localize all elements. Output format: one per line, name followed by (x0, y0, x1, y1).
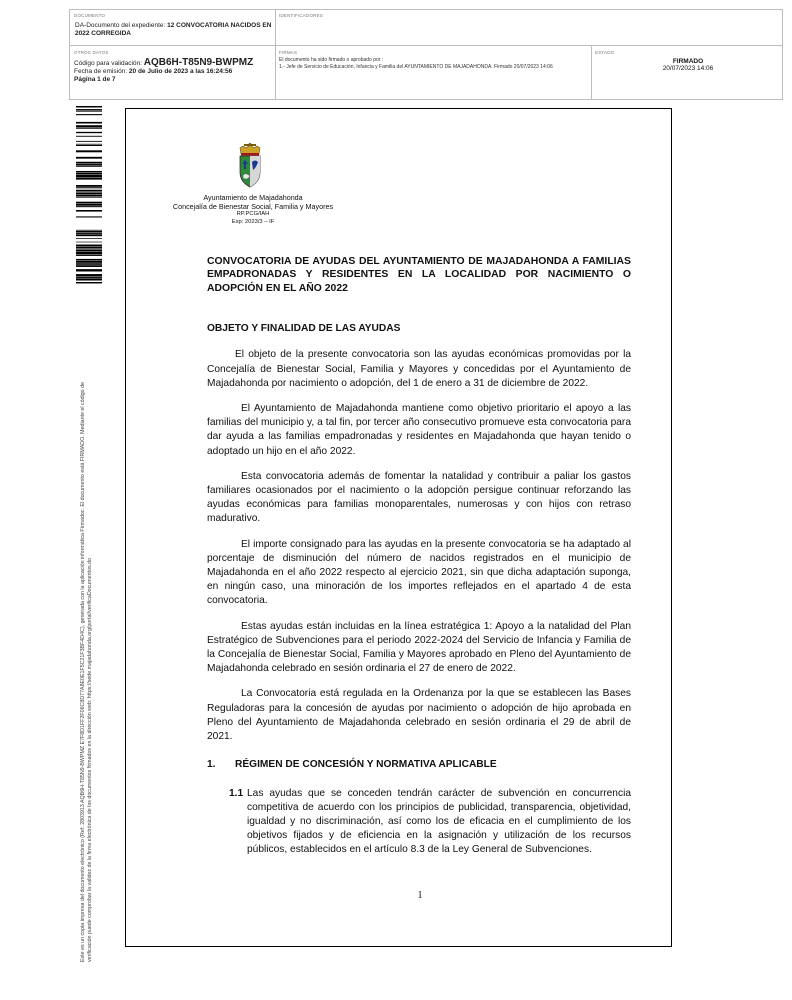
estado-label: ESTADO (595, 50, 615, 55)
codigo-value: AQB6H-T85N9-BWPMZ (143, 57, 254, 68)
verification-side-text (80, 292, 94, 962)
document-body (207, 255, 631, 858)
document-header (69, 9, 783, 100)
document-title: CONVOCATORIA DE AYUDAS DEL AYUNTAMIENTO DE MAJADAHONDA A FAMILIAS EMPADRONADAS Y RESIDENTES EN LA LOCALIDAD POR NACIMIENTO O ADOPCIÓN EN EL AÑO 2022 (207, 256, 631, 294)
section-1-number: 1. (207, 759, 216, 771)
identificadores-cell (279, 13, 323, 18)
paragraph-5: Estas ayudas están incluidas en la línea estratégica 1: Apoyo a la natalidad del Plan Estratégico de Subvenciones para el periodo 2022-2024 del Servicio de Infancia y Familia de la Concejalía de Bienestar Social, Familia y Mayores aprobado en Pleno del Ayuntamiento de Majadahonda celebrado en sesión ordinaria el 27 de enero de 2022. (207, 620, 631, 675)
subsection-1-1-number: 1.1 (229, 787, 244, 799)
section-heading: OBJETO Y FINALIDAD DE LAS AYUDAS (207, 323, 401, 335)
estado-value: FIRMADO (672, 58, 704, 65)
documento-prefix: DA-Documento del expediente: (75, 22, 168, 29)
firmas-label: FIRMAS (279, 50, 298, 55)
verification-line-1: Este es un copia impresa del documento electrónico (Ref: 2803913 AQB6H-T85N9-BWPMZ E7F8D1FF2F06C8D77A8E0E1F5C21F3BF4D4C), generada con la aplicación informática Firmadoc. El documento está FIRMADO. Mediante el código de (80, 382, 86, 962)
page-number: 1 (417, 890, 423, 901)
organization-block (150, 193, 356, 226)
verification-line-2: verificación puede comprobar la validez de la firma electrónica de los documentos firmados en la dirección web: https://sede.majadahonda.org/portal/verificaDocumentos.do (87, 558, 93, 962)
paragraph-1: El objeto de la presente convocatoria son las ayudas económicas promovidas por la Concejalía de Bienestar Social, Familia y Mayores y concedidas por el Ayuntamiento de Majadahonda por nacimiento o adopción, del 1 de enero a 31 de diciembre de 2022. (207, 349, 631, 389)
documento-cell (74, 13, 272, 38)
fecha-emision (74, 68, 274, 76)
documento-label: DOCUMENTO (74, 13, 106, 18)
header-divider (591, 45, 592, 99)
header-divider (275, 10, 276, 99)
pagina-indicator: Página 1 de 7 (74, 76, 116, 83)
department-name: Concejalía de Bienestar Social, Familia y Mayores (172, 202, 334, 211)
organization-name: Ayuntamiento de Majadahonda (203, 193, 303, 202)
documento-title: 12 CONVOCATORIA NACIDOS EN 2022 CORREGIDA (75, 22, 272, 37)
crest-logo-icon (236, 142, 264, 190)
identificadores-label: IDENTIFICADORES (279, 13, 324, 18)
paragraph-4: El importe consignado para las ayudas en la presente convocatoria se ha adaptado al porcentaje de disminución del número de nacidos registrados en el municipio de Majadahonda en el año 2022 respecto al ejercicio 2021, sin que dicha adaptación suponga, en ningún caso, una minoración de los importes reflejados en el apartado 4 de esta convocatoria. (207, 538, 631, 607)
section-1-heading (207, 758, 631, 772)
firmas-cell (279, 50, 589, 70)
section-1-title: RÉGIMEN DE CONCESIÓN Y NORMATIVA APLICABLE (235, 759, 497, 771)
barcode-icon (76, 106, 102, 284)
otros-datos-cell (74, 50, 274, 84)
reference: RP.PCG/IAH (236, 211, 270, 217)
otros-datos-label: OTROS DATOS (74, 50, 109, 55)
subsection-1-1 (207, 787, 631, 858)
firmas-intro: El documento ha sido firmado o aprobado por : (279, 57, 384, 63)
documento-value (74, 22, 272, 38)
estado-cell (595, 50, 781, 72)
paragraph-3: Esta convocatoria además de fomentar la natalidad y contribuir a paliar los gastos familiares ocasionados por el nacimiento o la adopción persigue continuar reforzando las ayudas económicas para familias monoparentales, numerosas y con hijos con retraso madurativo. (207, 470, 631, 525)
codigo-prefix: Código para validación: (74, 60, 144, 67)
firmas-detail: 1.- Jefe de Servicio de Educación, Infancia y Familia del AYUNTAMIENTO DE MAJADAHONDA. Firmado 20/07/2023 14:06 (279, 63, 553, 70)
subsection-1-1-text: Las ayudas que se conceden tendrán carácter de subvención en concurrencia competitiva de acuerdo con los principios de publicidad, transparencia, objetividad, igualdad y no discriminación, así como los de eficacia en el cumplimiento de los objetivos fijados y de eficiencia en la asignación y utilización de los recursos públicos, establecidos en el artículo 8.3 de la Ley General de Subvenciones. (247, 787, 631, 856)
expediente: Exp: 2023/3 – IF (231, 218, 275, 225)
fecha-value: 20 de Julio de 2023 a las 16:24:56 (128, 68, 233, 75)
paragraph-2: El Ayuntamiento de Majadahonda mantiene como objetivo prioritario el apoyo a las familias del municipio y, a tal fin, por tercer año consecutivo promueve esta convocatoria para dar ayuda a las familias empadronadas y residentes en Majadahonda que hayan tenido o adoptado un hijo en el año 2022. (207, 403, 631, 457)
paragraph-6: La Convocatoria está regulada en la Ordenanza por la que se establecen las Bases Reguladoras para la concesión de ayudas por nacimiento o adopción de hijo aprobada en Pleno del Ayuntamiento de Majadahonda celebrado en sesión ordinaria el 29 de abril de 2021. (207, 688, 631, 743)
header-divider (70, 45, 782, 46)
codigo-validacion (74, 59, 274, 68)
estado-date: 20/07/2023 14:06 (662, 65, 714, 72)
fecha-prefix: Fecha de emisión: (74, 68, 129, 75)
